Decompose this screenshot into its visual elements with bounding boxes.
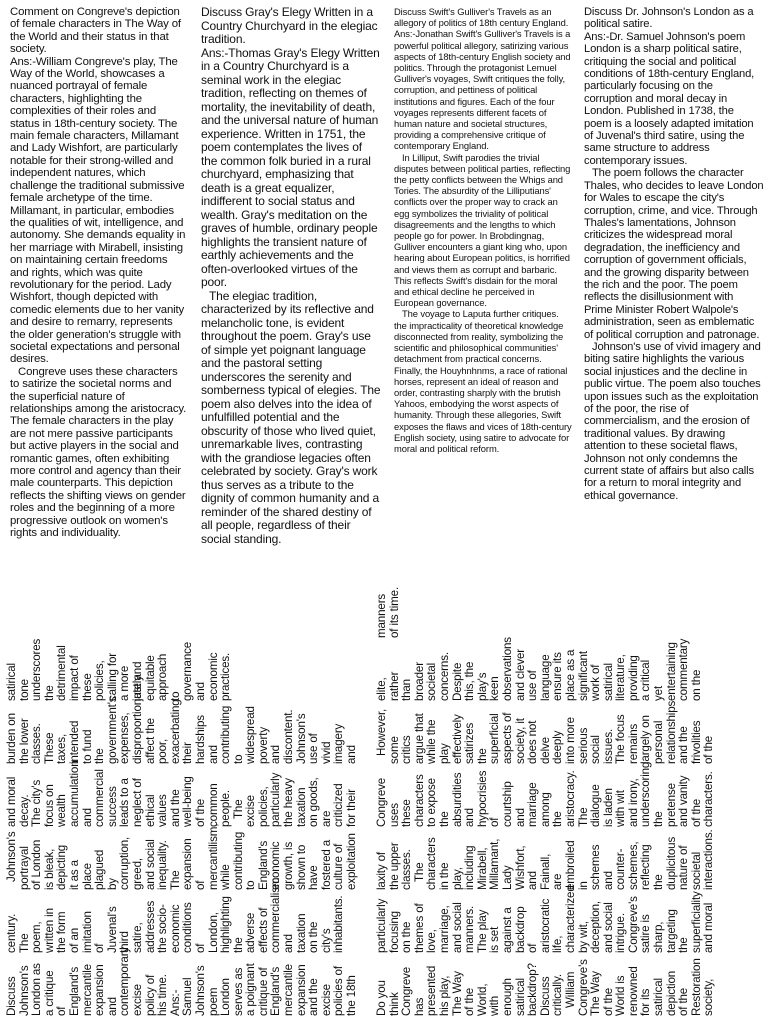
column-johnson-london-satire	[584, 6, 764, 602]
answer-paragraph: In Lilliput, Swift parodies the trivial disputes between political parties, reflecting the petty conflicts between the Whigs and Tories. The absurdity of the Lilliputians' conflicts over the proper way to crack an egg symbolizes the triviality of political disagreements and the lengths to which people go for power. In Brobdingnag, Gulliver encounters a giant king who, upon hearing about European politics, is horrified and views them as corrupt and barbaric. This reflects Swift's disdain for the moral and ethical decline he perceived in European governance.	[394, 151, 571, 309]
question-text: Discuss Dr. Johnson's London as a political satire.	[584, 6, 754, 31]
answer-paragraph: Johnson's use of vivid imagery and biting satire highlights the various social injustices and the decline in public virtue. The poem also touches upon issues such as the exploitation of the poor, the rise of commercialism, and the erosion of traditional values. By drawing attention to these societal flaws, Johnson not only condemns the current state of affairs but also calls for a return to moral integrity and ethical governance.	[584, 340, 761, 502]
rotated-block-johnson-mercantile	[5, 638, 362, 1016]
question-text: Do you think Congreve has presented his play, The Way of the World, with enough satirical backdrop? Discuss critically.	[375, 963, 565, 1016]
answer-text: Ans:-Dr. Samuel Johnson's poem London is a sharp political satire, critiquing the social and political conditions of 18th-century England, particularly focusing on the corruption and moral decay in London. Published in 1738, the poem is a loosely adapted imitation of Juvenal's third satire, using the same structure to address contemporary issues.	[584, 30, 755, 167]
answer-paragraph: The poem follows the character Thales, who decides to leave London for Wales to escape the city's corruption, crime, and vice. Through Thales's lamentations, Johnson criticizes the widespread moral degradation, the inefficiency and corruption of government officials, and the growing disparity between the rich and the poor. The poem reflects the disillusionment with Prime Minister Robert Walpole's administration, seen as emblematic of political corruption and patronage.	[584, 167, 764, 341]
answer-paragraph: Johnson's portrayal of London is bleak, depicting it as a place plagued by corruption, greed, and social inequality. The expansion of mercantilism, while contributing to England's economic growth, is shown to have fostered a culture of exploitation and moral decay. The city's focus on wealth accumulation and commercial success leads to a neglect of ethical values and the well-being of the common people.	[5, 760, 359, 890]
answer-paragraph: The elegiac tradition, characterized by its reflective and melancholic tone, is evident throughout the poem. Gray's use of simple yet poignant language and the pastoral setting underscores the serenity and somberness typical of elegies. The poem also delves into the idea of unfulfilled potential and the obscurity of those who lived quiet, unremarkable lives, contrasting with the grandiose legacies often celebrated by society. Gray's work thus serves as a tribute to the dignity of common humanity and a reminder of the shared destiny of all people, regardless of their social standing.	[201, 288, 381, 546]
answer-text: Ans:-Samuel Johnson's poem London serves as a poignant critique of England's mercantile expansion and the excise policies of the 18th century. The poem, written in the form of an imitation of Juvenal's third satire, addresses the socio-economic conditions of London, highlighting the adverse effects of commercialism and taxation on the city's inhabitants.	[5, 877, 359, 1016]
answer-text: Ans:-William Congreve's play, The Way of the World, showcases a nuanced portrayal of female characters, highlighting the complexities of their roles and status in 18th-century society. The main female characters, Millamant and Lady Wishfort, are particularly notable for their strong-willed and independent natures, which challenge the traditional submissive female archetype of the time. Millamant, in particular, embodies the qualities of wit, intelligence, and autonomy. She demands equality in her marriage with Mirabell, insisting on maintaining certain freedoms and rights, which was quite revolutionary for the period. Lady Wishfort, though depicted with comedic elements due to her vanity and desire to remarry, represents the older generation's struggle with societal expectations and personal desires.	[10, 55, 186, 366]
answer-text: Ans:-Jonathan Swift's Gulliver's Travels is a powerful political allegory, satirizing various aspects of 18th-century English society and politics. Through the protagonist Lemuel Gulliver's voyages, Swift critiques the folly, corruption, and pettiness of political institutions and figures. Each of the four voyages represents different facets of human nature and societal structures, providing a comprehensive critique of contemporary England.	[394, 28, 571, 152]
column-congreve-female-characters	[10, 6, 188, 638]
rotated-block-congreve-satire	[375, 586, 726, 1016]
answer-text: Ans:-Thomas Gray's Elegy Written in a Country Churchyard is a seminal work in the elegiac tradition, reflecting on themes of mortality, the inevitability of death, and the universal nature of human experience. Written in 1751, the poem contemplates the lives of the common folk buried in a rural churchyard, emphasizing that death is a great equalizer, indifferent to social status and wealth. Gray's meditation on the graves of humble, ordinary people highlights the transient nature of earthly achievements and the often-overlooked virtues of the poor.	[201, 45, 380, 289]
question-text: Discuss Swift's Gulliver's Travels as an allegory of politics of 18th century England.	[394, 6, 569, 29]
question-text: Comment on Congreve's depiction of female characters in The Way of the World and their status in that society.	[10, 6, 181, 56]
answer-paragraph: The excise policies, particularly the heavy taxation on goods, are criticized for their burden on the lower classes. These taxes, intended to fund the government's expenses, disproportionately affect the poor, exacerbating their hardships and contributing to widespread poverty and discontent. Johnson's use of vivid imagery and satirical tone underscores the detrimental impact of these policies, calling for a more just and equitable approach to governance and economic practices.	[5, 638, 359, 827]
answer-paragraph: The characters in the play, including Mirabell, Millamant, Lady Wishfort, and Fainall, are embroiled in schemes and counter-schemes, reflecting the duplicitous nature of societal interactions. Congreve uses these characters to expose the absurdities and hypocrisies of courtship and marriage among the aristocracy. The dialogue is laden with wit and irony, underscoring the pretense and vanity of the characters.	[375, 761, 716, 890]
question-text: Discuss Gray's Elegy Written in a Country Churchyard in the elegiac tradition.	[201, 5, 378, 46]
answer-text: William Congreve's The Way of the World is renowned for its satirical depiction of the Restoration society, particularly focusing on the themes of love, marriage, and social manners. The play is set against a backdrop of aristocratic life, characterized by wit, deception, and social intrigue. Congreve's satire is sharp, targeting the superficiality and moral laxity of the upper classes.	[375, 842, 716, 1016]
answer-paragraph: Congreve uses these characters to satirize the societal norms and the superficial nature of relationships among the aristocracy. The female characters in the play are not mere passive participants but active players in the social and romantic games, often exhibiting more control and agency than their male counterparts. This depiction reflects the shifting views on gender roles and the beginning of a more progressive outlook on women's rights and individuality.	[10, 365, 187, 540]
question-text: Discuss Johnson's London as a critique of England's mercantile expansion and contemporary excise policy of his time.	[5, 946, 170, 1016]
answer-paragraph: However, some critics argue that while the play effectively satirizes the superficial aspects of society, it does not delve deeply into more serious social issues. The focus remains largely on personal relationships and the frivolities of the elite, rather than broader societal concerns. Despite this, the play's keen observations and clever use of language ensure its place as a significant work of satirical literature, providing a critical yet entertaining commentary on the manners of its time.	[375, 586, 716, 764]
answer-paragraph: The voyage to Laputa further critiques. the impracticality of theoretical knowledge disconnected from reality, symbolizing the scientific and philosophical communities' detachment from practical concerns. Finally, the Houyhnhnms, a race of rational horses, represent an ideal of reason and order, contrasting sharply with the brutish Yahoos, embodying the worst aspects of humanity. Through these allegories, Swift exposes the flaws and vices of 18th-century English society, using satire to advocate for moral and political reform.	[394, 308, 572, 454]
column-gullivers-travels	[394, 6, 572, 628]
column-gray-elegy	[201, 6, 381, 646]
